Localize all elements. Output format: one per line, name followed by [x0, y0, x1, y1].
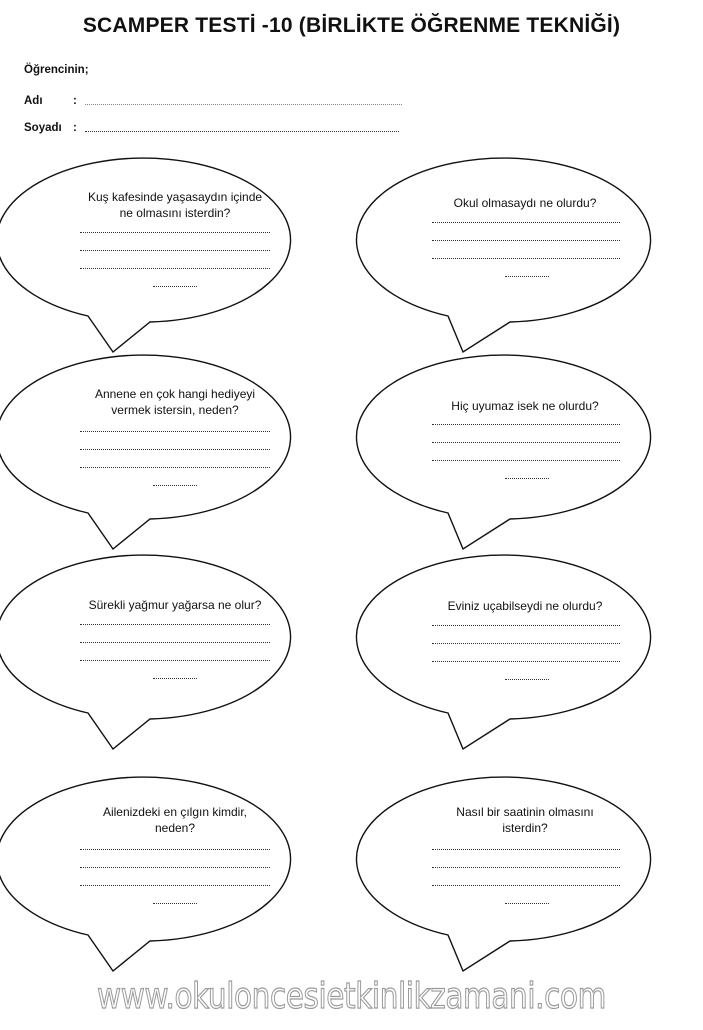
answer-line-short[interactable]: [505, 276, 549, 277]
speech-bubble-5: [0, 555, 291, 749]
website-watermark: www.okuloncesietkinlikzamani.com: [97, 976, 606, 1017]
answer-line[interactable]: [80, 449, 270, 450]
answer-line[interactable]: [80, 867, 270, 868]
answer-line[interactable]: [80, 232, 270, 233]
bubble-2-line-1: Okul olmasaydı ne olurdu?: [453, 196, 597, 210]
page-title: SCAMPER TESTİ -10 (BİRLİKTE ÖĞRENME TEKNİĞİ): [82, 14, 621, 37]
bubble-6-line-1: Eviniz uçabilseydi ne olurdu?: [447, 599, 603, 613]
bubble-4-line-1: Hiç uyumaz isek ne olurdu?: [451, 399, 599, 413]
bubble-3-line-2: vermek istersin, neden?: [111, 403, 239, 417]
speech-bubble-6: [357, 555, 651, 749]
bubble-1-question: [70, 189, 280, 221]
answer-line[interactable]: [432, 222, 620, 223]
bubble-5-line-1: Sürekli yağmur yağarsa ne olur?: [88, 598, 262, 612]
name-colon: :: [73, 95, 77, 107]
bubble-8-line-1: Nasıl bir saatinin olmasını: [456, 805, 594, 819]
bubble-2-question: [420, 195, 630, 211]
speech-bubble-3: [0, 355, 291, 549]
answer-line[interactable]: [432, 240, 620, 241]
answer-line[interactable]: [80, 431, 270, 432]
answer-line[interactable]: [80, 885, 270, 886]
speech-bubble-2: [357, 158, 651, 352]
speech-bubble-1: [0, 158, 291, 352]
answer-line[interactable]: [432, 885, 620, 886]
bubble-8-line-2: isterdin?: [502, 821, 548, 835]
answer-line-short[interactable]: [153, 903, 197, 904]
surname-colon: :: [73, 122, 77, 134]
bubble-7-line-2: neden?: [154, 821, 196, 835]
answer-line[interactable]: [80, 624, 270, 625]
answer-line-short[interactable]: [153, 286, 197, 287]
bubble-7-line-1: Ailenizdeki en çılgın kimdir,: [102, 805, 248, 819]
bubble-1-line-2: ne olmasını isterdin?: [119, 206, 231, 220]
name-label: Adı: [24, 95, 43, 107]
answer-line[interactable]: [432, 867, 620, 868]
answer-line-short[interactable]: [505, 478, 549, 479]
answer-line[interactable]: [432, 258, 620, 259]
answer-line[interactable]: [432, 625, 620, 626]
bubble-7-question: [70, 804, 280, 836]
answer-line[interactable]: [432, 442, 620, 443]
bubble-1-line-1: Kuş kafesinde yaşasaydın içinde: [87, 190, 263, 204]
answer-line[interactable]: [80, 849, 270, 850]
answer-line-short[interactable]: [153, 678, 197, 679]
answer-line[interactable]: [80, 250, 270, 251]
answer-line-short[interactable]: [505, 679, 549, 680]
answer-line[interactable]: [432, 849, 620, 850]
answer-line[interactable]: [80, 660, 270, 661]
answer-line[interactable]: [80, 642, 270, 643]
answer-line[interactable]: [80, 467, 270, 468]
bubble-4-question: [420, 398, 630, 414]
bubble-8-question: [420, 804, 630, 836]
answer-line-short[interactable]: [505, 903, 549, 904]
answer-line[interactable]: [432, 643, 620, 644]
answer-line[interactable]: [432, 460, 620, 461]
answer-line-short[interactable]: [153, 485, 197, 486]
bubble-6-question: [420, 598, 630, 614]
speech-bubble-4: [357, 355, 651, 549]
answer-line[interactable]: [80, 268, 270, 269]
surname-label: Soyadı: [24, 122, 62, 134]
answer-line[interactable]: [432, 661, 620, 662]
answer-line[interactable]: [432, 424, 620, 425]
bubble-3-line-1: Annene en çok hangi hediyeyi: [94, 387, 256, 401]
bubble-3-question: [70, 386, 280, 418]
bubble-5-question: [70, 597, 280, 613]
student-heading: Öğrencinin;: [24, 64, 89, 76]
